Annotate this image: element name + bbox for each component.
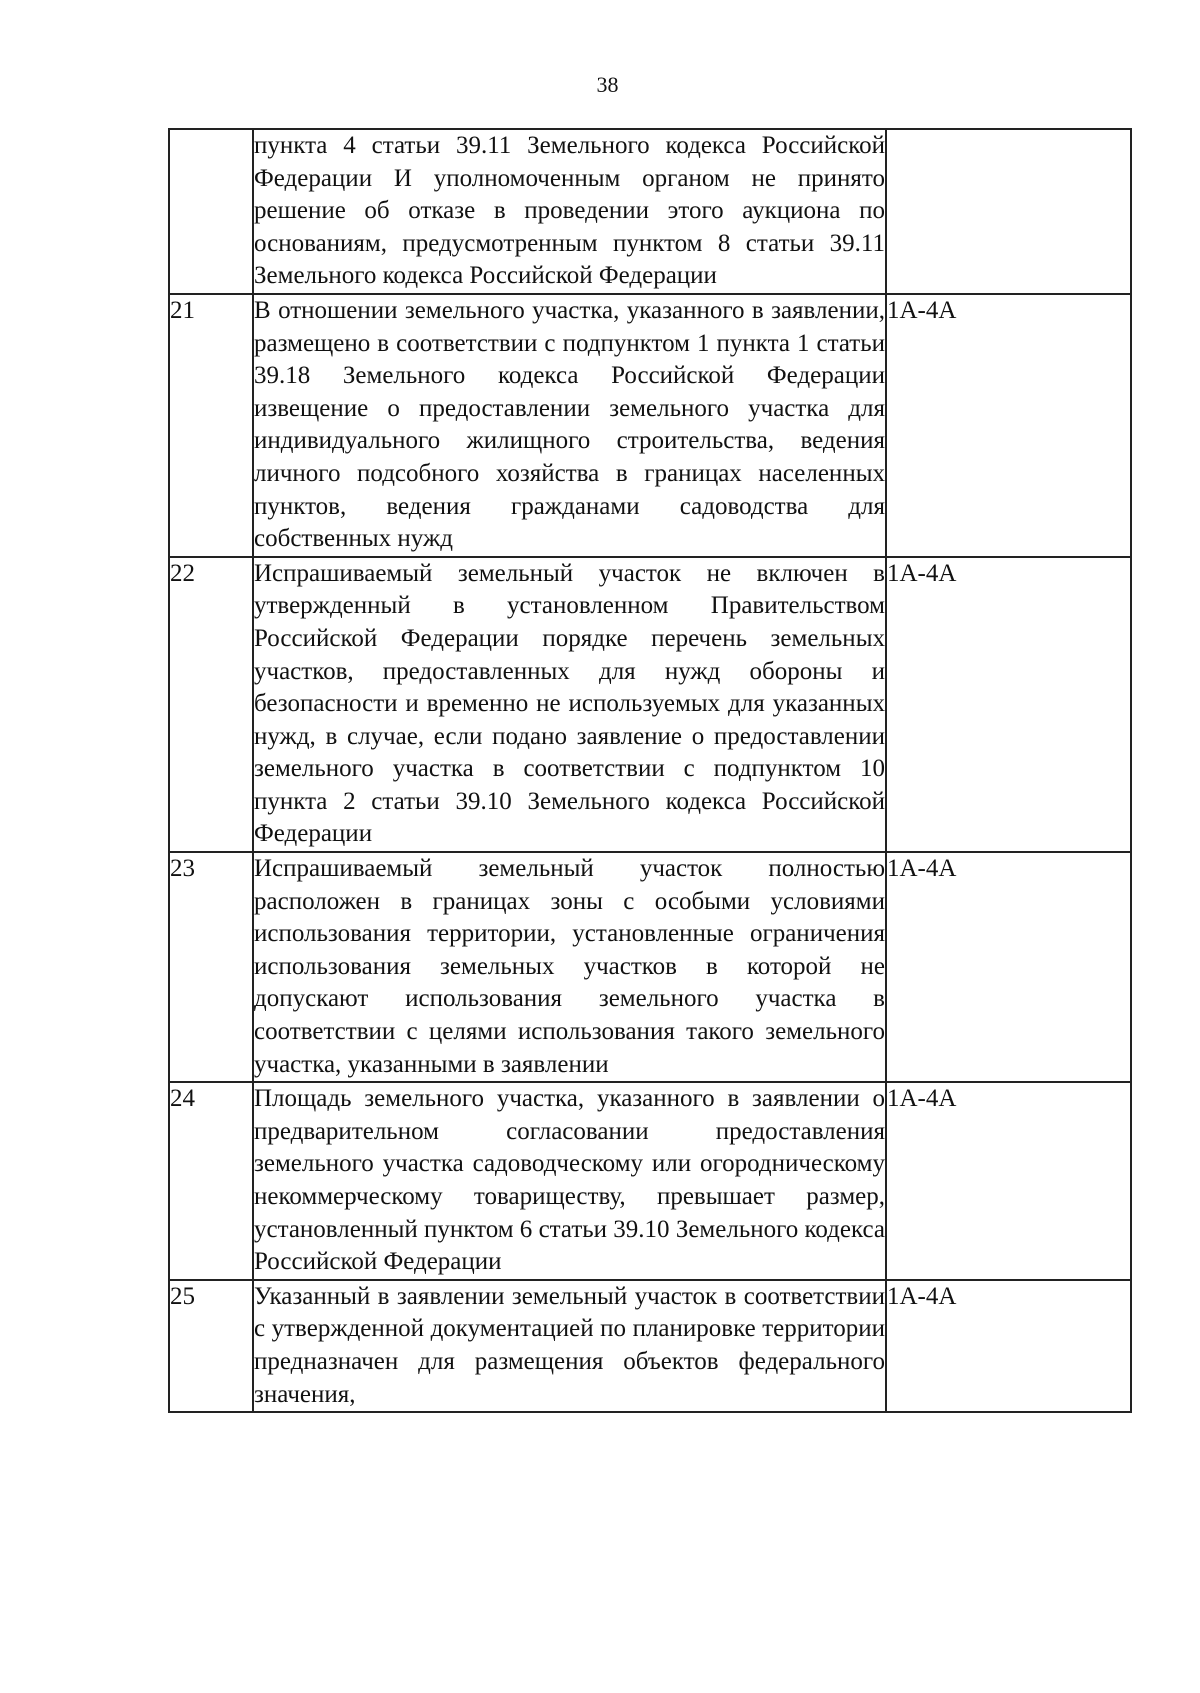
row-text — [253, 294, 886, 557]
row-text-content: В отношении земельного участка, указанного в заявлении, размещено в соответствии с подпунктом 1 пункта 1 статьи 39.18 Земельного кодекса Российской Федерации извещение о предоставлении земельного участка для индивидуального жилищного строительства, ведения личного подсобного хозяйства в границах населенных пунктов, ведения гражданами садоводства для собственных нужд — [254, 296, 885, 553]
row-text — [253, 1280, 886, 1412]
page-number: 38 — [596, 72, 619, 97]
row-text-content: Площадь земельного участка, указанного в заявлении о предварительном согласовании предоставления земельного участка садоводческому или огородническому некоммерческому товариществу, превышает размер, установленный пунктом 6 статьи 39.10 Земельного кодекса Российской Федерации — [254, 1085, 885, 1276]
table-row — [169, 294, 1131, 557]
row-code: 1А-4А — [886, 852, 1131, 1082]
table-row — [169, 557, 1131, 852]
row-code: 1А-4А — [886, 1280, 1131, 1412]
row-code — [886, 129, 1131, 294]
row-text-content: пункта 4 статьи 39.11 Земельного кодекса Российской Федерации И уполномоченным органом не принято решение об отказе в проведении этого аукциона по основаниям, предусмотренным пунктом 8 статьи 39.11 Земельного кодекса Российской Федерации — [254, 132, 885, 290]
row-number — [169, 129, 253, 294]
table-row — [169, 852, 1131, 1082]
table-row — [169, 129, 1131, 294]
row-number: 22 — [169, 557, 253, 852]
row-number: 23 — [169, 852, 253, 1082]
row-code: 1А-4А — [886, 557, 1131, 852]
row-number: 21 — [169, 294, 253, 557]
row-text-content: Испрашиваемый земельный участок полностью расположен в границах зоны с особыми условиями использования территории, установленные ограничения использования земельных участков в которой не допускают использования земельного участка в соответствии с целями использования такого земельного участка, указанными в заявлении — [254, 855, 885, 1078]
table-row — [169, 1280, 1131, 1412]
row-text — [253, 1082, 886, 1280]
conditions-table — [168, 128, 1132, 1413]
row-text-content: Испрашиваемый земельный участок не включен в утвержденный в установленном Правительством Российской Федерации порядке перечень земельных участков, предоставленных для нужд обороны и безопасности и временно не используемых для указанных нужд, в случае, если подано заявление о предоставлении земельного участка в соответствии с подпунктом 10 пункта 2 статьи 39.10 Земельного кодекса Российской Федерации — [254, 559, 885, 848]
row-text — [253, 557, 886, 852]
row-number: 25 — [169, 1280, 253, 1412]
row-code: 1А-4А — [886, 1082, 1131, 1280]
row-code: 1А-4А — [886, 294, 1131, 557]
row-text — [253, 852, 886, 1082]
row-text — [253, 129, 886, 294]
row-number: 24 — [169, 1082, 253, 1280]
table-row — [169, 1082, 1131, 1280]
row-text-content: Указанный в заявлении земельный участок в соответствии с утвержденной документацией по планировке территории предназначен для размещения объектов федерального значения, — [254, 1282, 885, 1408]
